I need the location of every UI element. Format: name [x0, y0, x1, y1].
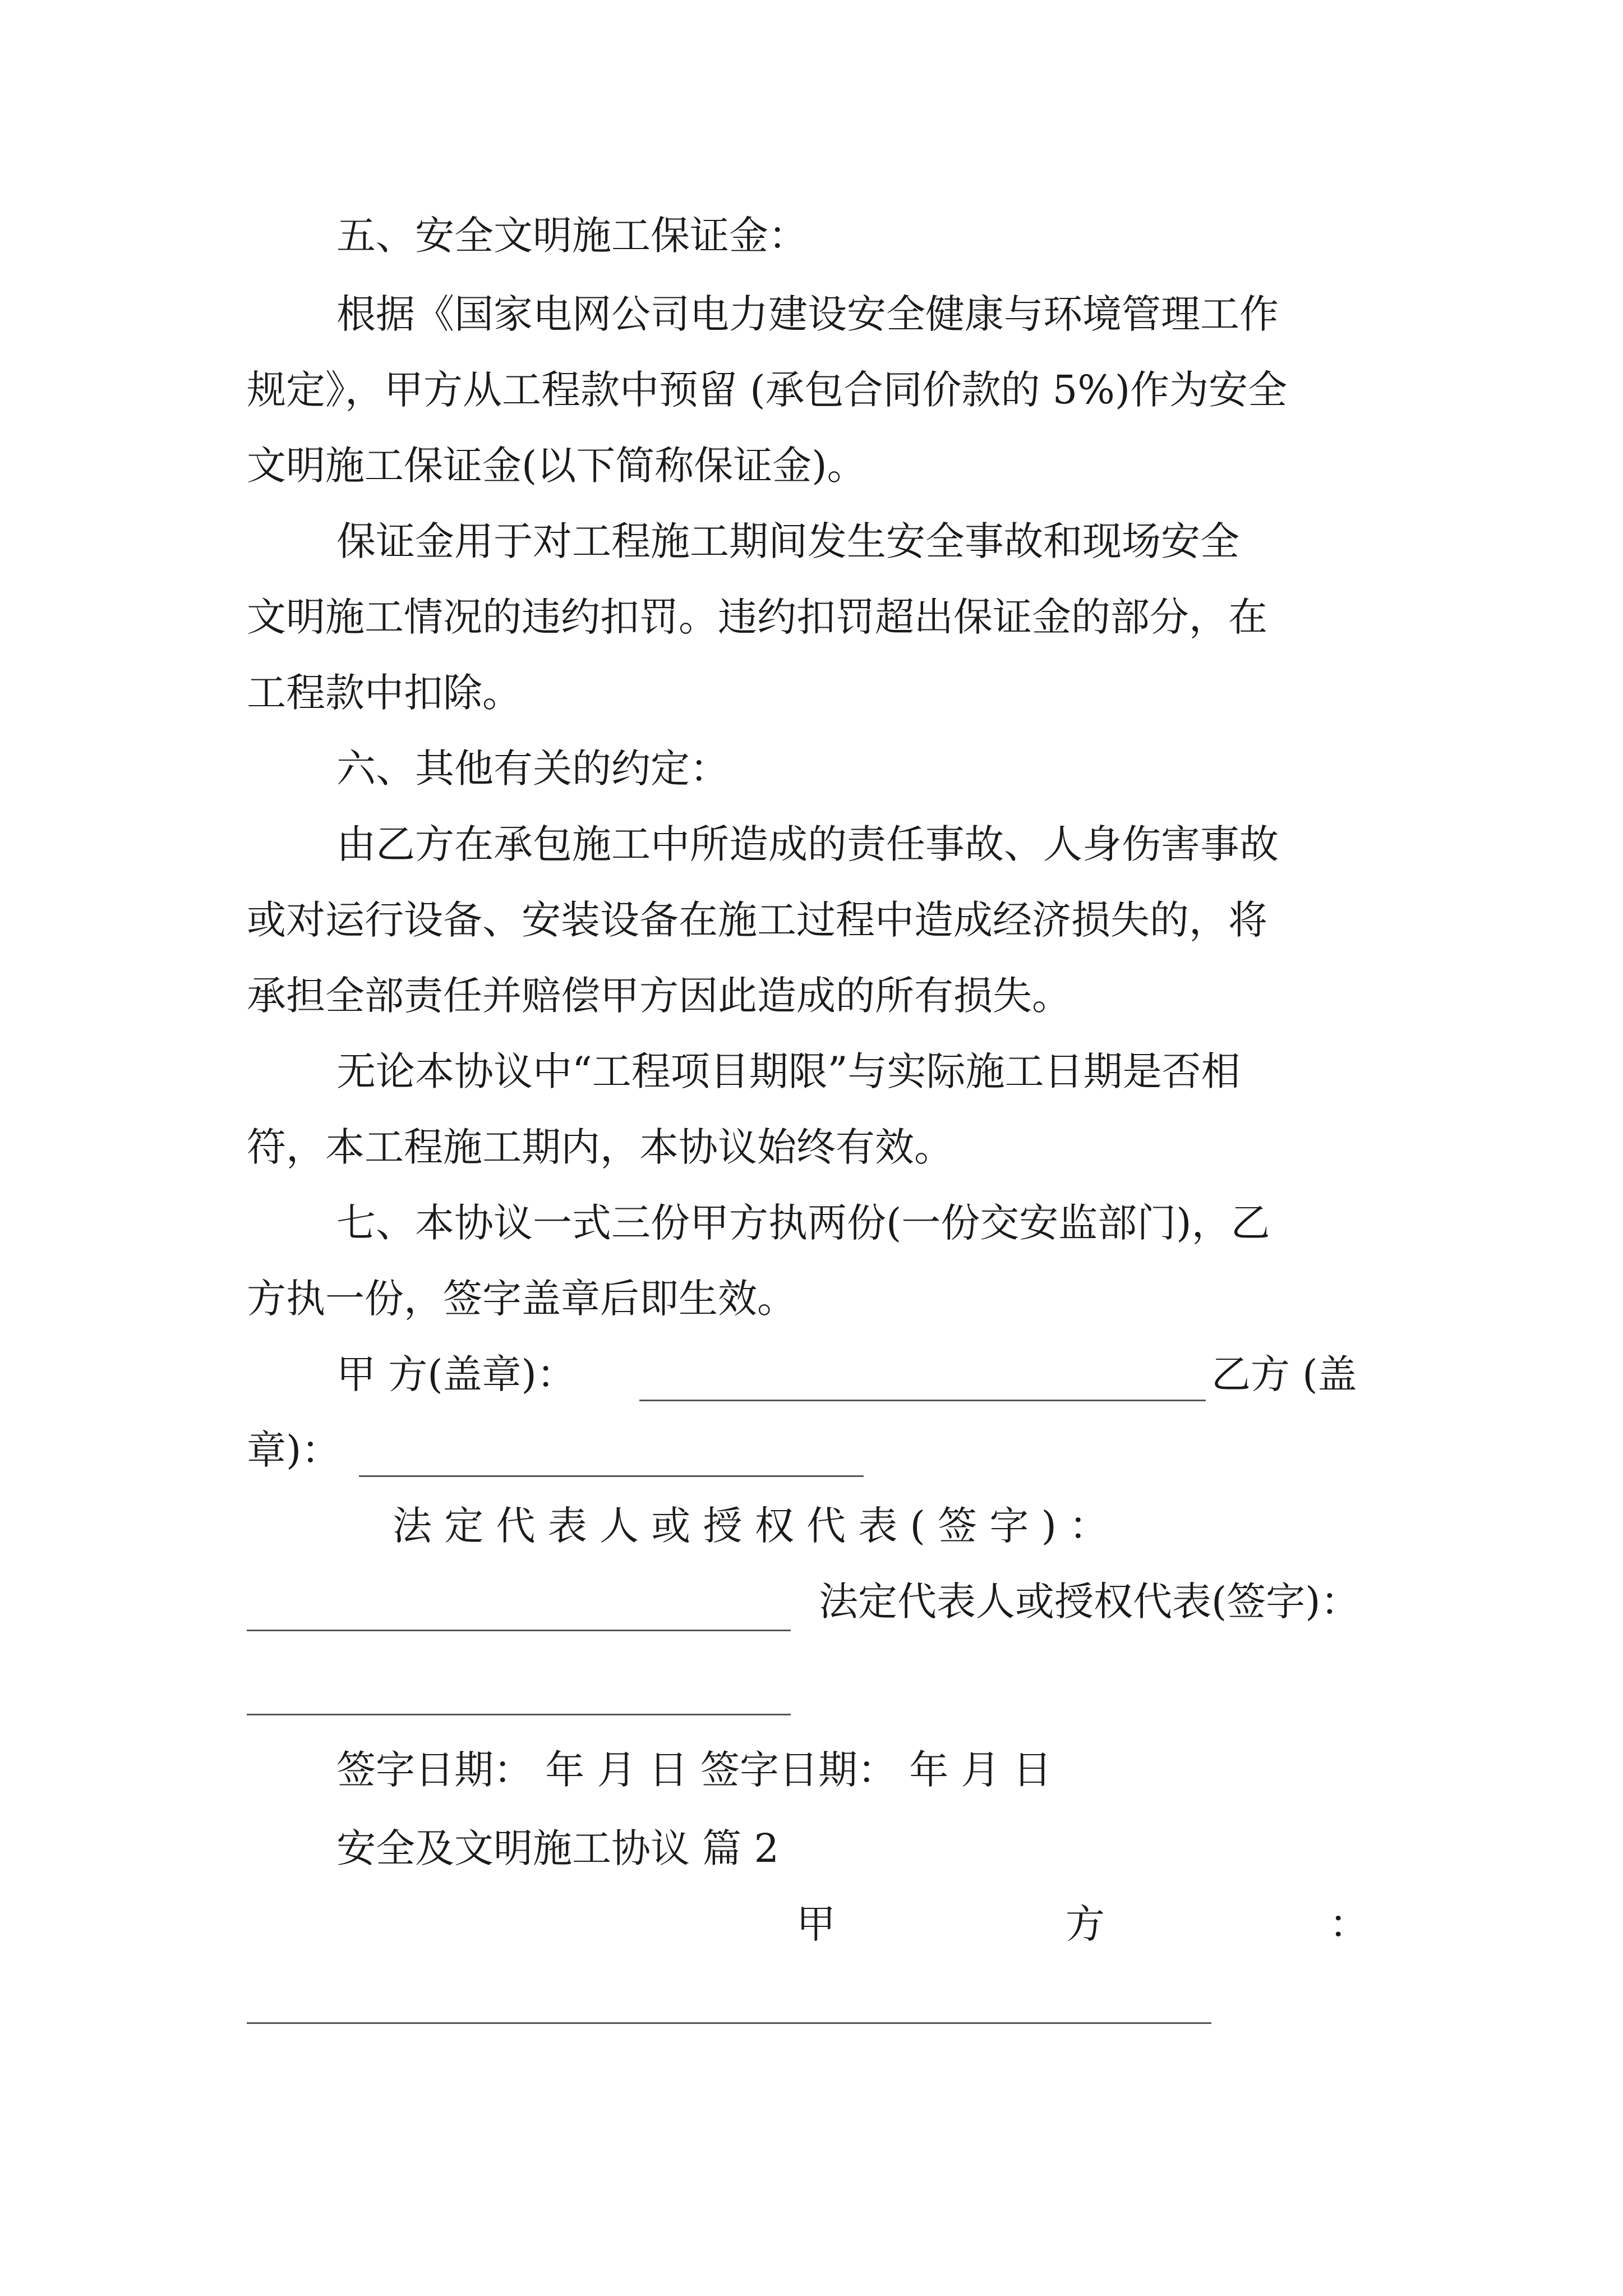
paragraph-line: 工程款中扣除。 — [247, 670, 522, 716]
rep-b-sign-blank — [247, 1714, 791, 1715]
party-a-char: 方 — [1066, 1901, 1105, 1947]
party-b-seal-blank — [359, 1475, 864, 1477]
paragraph-line: 符，本工程施工期内，本协议始终有效。 — [247, 1124, 953, 1170]
section-7-heading: 七、本协议一式三份甲方执两份(一份交安监部门)，乙 — [336, 1200, 1270, 1246]
party-b-seal-label: 乙方 (盖 — [1211, 1351, 1357, 1397]
section-5-heading: 五、安全文明施工保证金： — [336, 213, 808, 259]
party-a-char: 甲 — [796, 1901, 836, 1947]
paragraph-line: 承担全部责任并赔偿甲方因此造成的所有损失。 — [247, 973, 1071, 1019]
party-a-seal-blank — [639, 1400, 1206, 1401]
section-6-heading: 六、其他有关的约定： — [336, 746, 729, 792]
paragraph-line: 保证金用于对工程施工期间发生安全事故和现场安全 — [336, 518, 1239, 564]
paragraph-line: 方执一份，签字盖章后即生效。 — [247, 1276, 796, 1322]
sign-date-line: 签字日期： 年 月 日 签字日期： 年 月 日 — [336, 1747, 1052, 1793]
party-a-seal-label: 甲 方(盖章)： — [336, 1351, 576, 1397]
paragraph-line: 无论本协议中“工程项目期限”与实际施工日期是否相 — [336, 1048, 1241, 1094]
party-b-seal-label-cont: 章)： — [247, 1427, 341, 1473]
rep-a-sign-blank — [247, 1630, 791, 1631]
paragraph-line: 根据《国家电网公司电力建设安全健康与环境管理工作 — [336, 291, 1279, 337]
paragraph-line: 规定》，甲方从工程款中预留 (承包合同价款的 5%)作为安全 — [247, 367, 1288, 413]
section-2-title: 安全及文明施工协议 篇 2 — [336, 1825, 780, 1871]
paragraph-line: 或对运行设备、安装设备在施工过程中造成经济损失的，将 — [247, 897, 1267, 943]
rep-b-sign-label: 法定代表人或授权代表(签字)： — [819, 1579, 1360, 1625]
party-a-name-blank — [247, 2022, 1211, 2024]
paragraph-line: 文明施工保证金(以下简称保证金)。 — [247, 443, 866, 489]
rep-a-sign-label: 法 定 代 表 人 或 授 权 代 表 ( 签 字 ) ： — [393, 1503, 1109, 1549]
paragraph-line: 由乙方在承包施工中所造成的责任事故、人身伤害事故 — [336, 821, 1279, 867]
paragraph-line: 文明施工情况的违约扣罚。违约扣罚超出保证金的部分，在 — [247, 594, 1267, 640]
party-a-colon: ： — [1329, 1901, 1368, 1947]
